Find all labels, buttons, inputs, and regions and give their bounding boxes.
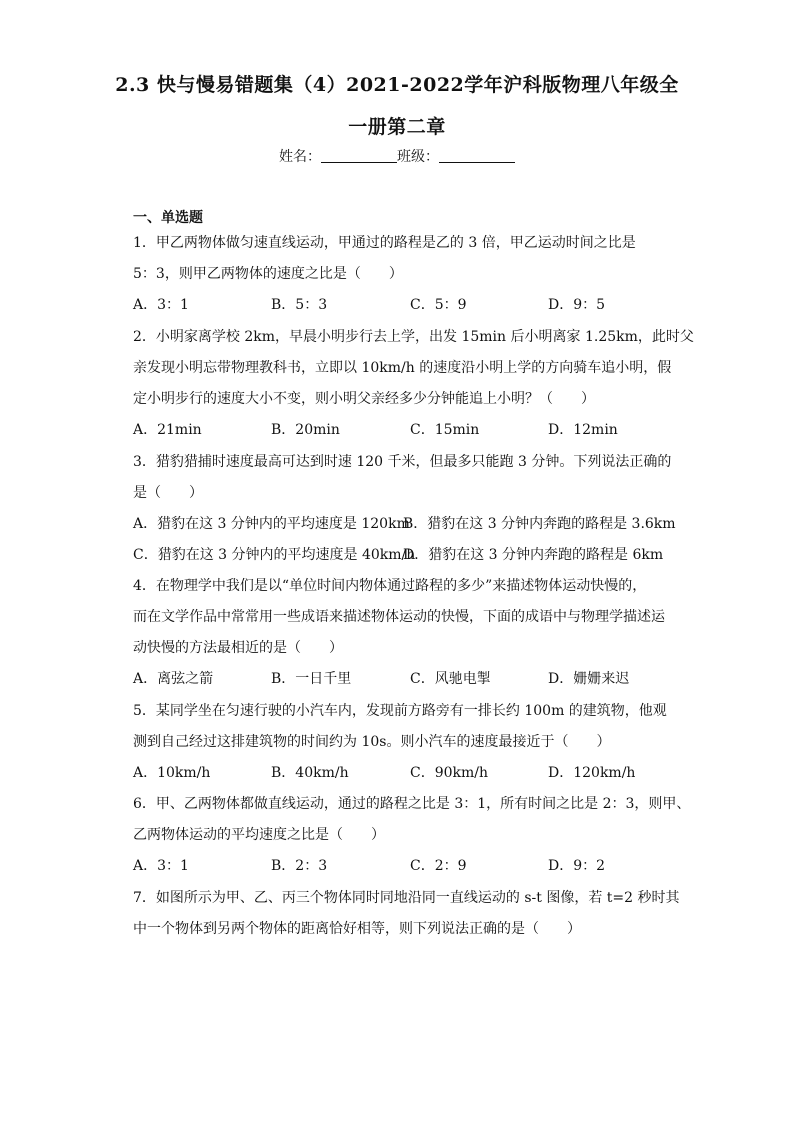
option-b[interactable]: B．40km/h [271,765,349,781]
option-b[interactable]: B．一日千里 [271,671,352,687]
class-label: 班级： [397,149,439,165]
page-title-continued: 一册第二章 [348,116,446,138]
option-a[interactable]: A．猎豹在这 3 分钟内的平均速度是 120km [133,516,410,532]
option-b[interactable]: B．猎豹在这 3 分钟内奔跑的路程是 3.6km [403,516,676,532]
option-a[interactable]: A．3：1 [133,858,189,874]
option-c[interactable]: C．猎豹在这 3 分钟内的平均速度是 40km/h [133,547,416,563]
name-label: 姓名： [279,149,321,165]
student-info [0,146,794,166]
question-2-line-2: 亲发现小明忘带物理教科书，立即以 10km/h 的速度沿小明上学的方向骑车追小明，假 [133,360,672,376]
question-3-line-1: 3．猎豹猎捕时速度最高可达到时速 120 千米，但最多只能跑 3 分钟。下列说法正确的 [133,454,672,470]
option-d[interactable]: D．猎豹在这 3 分钟内奔跑的路程是 6km [403,547,664,563]
class-blank[interactable] [439,148,515,163]
section-heading: 一、单选题 [133,210,203,226]
question-1-line-1: 1．甲乙两物体做匀速直线运动，甲通过的路程是乙的 3 倍，甲乙运动时间之比是 [133,235,636,251]
question-7-line-1: 7．如图所示为甲、乙、丙三个物体同时同地沿同一直线运动的 s-t 图像，若 t=2 秒时其 [133,890,680,906]
option-a[interactable]: A．3：1 [133,297,189,313]
option-d[interactable]: D．9：2 [548,858,606,874]
question-2-line-3: 定小明步行的速度大小不变，则小明父亲经多少分钟能追上小明？（ ） [133,391,595,407]
name-blank[interactable] [321,148,397,163]
question-4-line-2: 而在文学作品中常常用一些成语来描述物体运动的快慢，下面的成语中与物理学描述运 [133,609,665,625]
question-3-options-cd [133,546,664,564]
option-c[interactable]: C．风驰电掣 [410,671,491,687]
option-b[interactable]: B．2：3 [271,858,328,874]
option-a[interactable]: A．21min [133,422,202,438]
question-3-line-2: 是（ ） [133,485,203,501]
option-c[interactable]: C．5：9 [410,297,467,313]
question-6-line-1: 6．甲、乙两物体都做直线运动，通过的路程之比是 3：1，所有时间之比是 2：3，则甲、 [133,796,691,812]
question-4-line-1: 4．在物理学中我们是以“单位时间内物体通过路程的多少”来描述物体运动快慢的， [133,578,647,594]
question-7-line-2: 中一个物体到另两个物体的距离恰好相等，则下列说法正确的是（ ） [133,921,581,937]
option-d[interactable]: D．120km/h [548,765,636,781]
question-4-line-3: 动快慢的方法最相近的是（ ） [133,640,343,656]
option-d[interactable]: D．姗姗来迟 [548,671,630,687]
option-c[interactable]: C．90km/h [410,765,489,781]
question-3-options-ab [133,515,676,533]
question-5-line-2: 测到自己经过这排建筑物的时间约为 10s。则小汽车的速度最接近于（ ） [133,734,611,750]
option-d[interactable]: D．9：5 [548,297,606,313]
option-a[interactable]: A．离弦之箭 [133,671,214,687]
option-b[interactable]: B．5：3 [271,297,328,313]
question-1-line-2: 5：3，则甲乙两物体的速度之比是（ ） [133,266,403,282]
option-b[interactable]: B．20min [271,422,340,438]
option-a[interactable]: A．10km/h [133,765,211,781]
question-2-line-1: 2．小明家离学校 2km，早晨小明步行去上学，出发 15min 后小明离家 1.25km，此时父 [133,329,694,345]
option-d[interactable]: D．12min [548,422,618,438]
page-title: 2.3 快与慢易错题集（4）2021-2022学年沪科版物理八年级全 [115,74,679,96]
question-5-line-1: 5．某同学坐在匀速行驶的小汽车内，发现前方路旁有一排长约 100m 的建筑物，他观 [133,703,667,719]
question-6-line-2: 乙两物体运动的平均速度之比是（ ） [133,827,385,843]
option-c[interactable]: C．15min [410,422,480,438]
option-c[interactable]: C．2：9 [410,858,467,874]
